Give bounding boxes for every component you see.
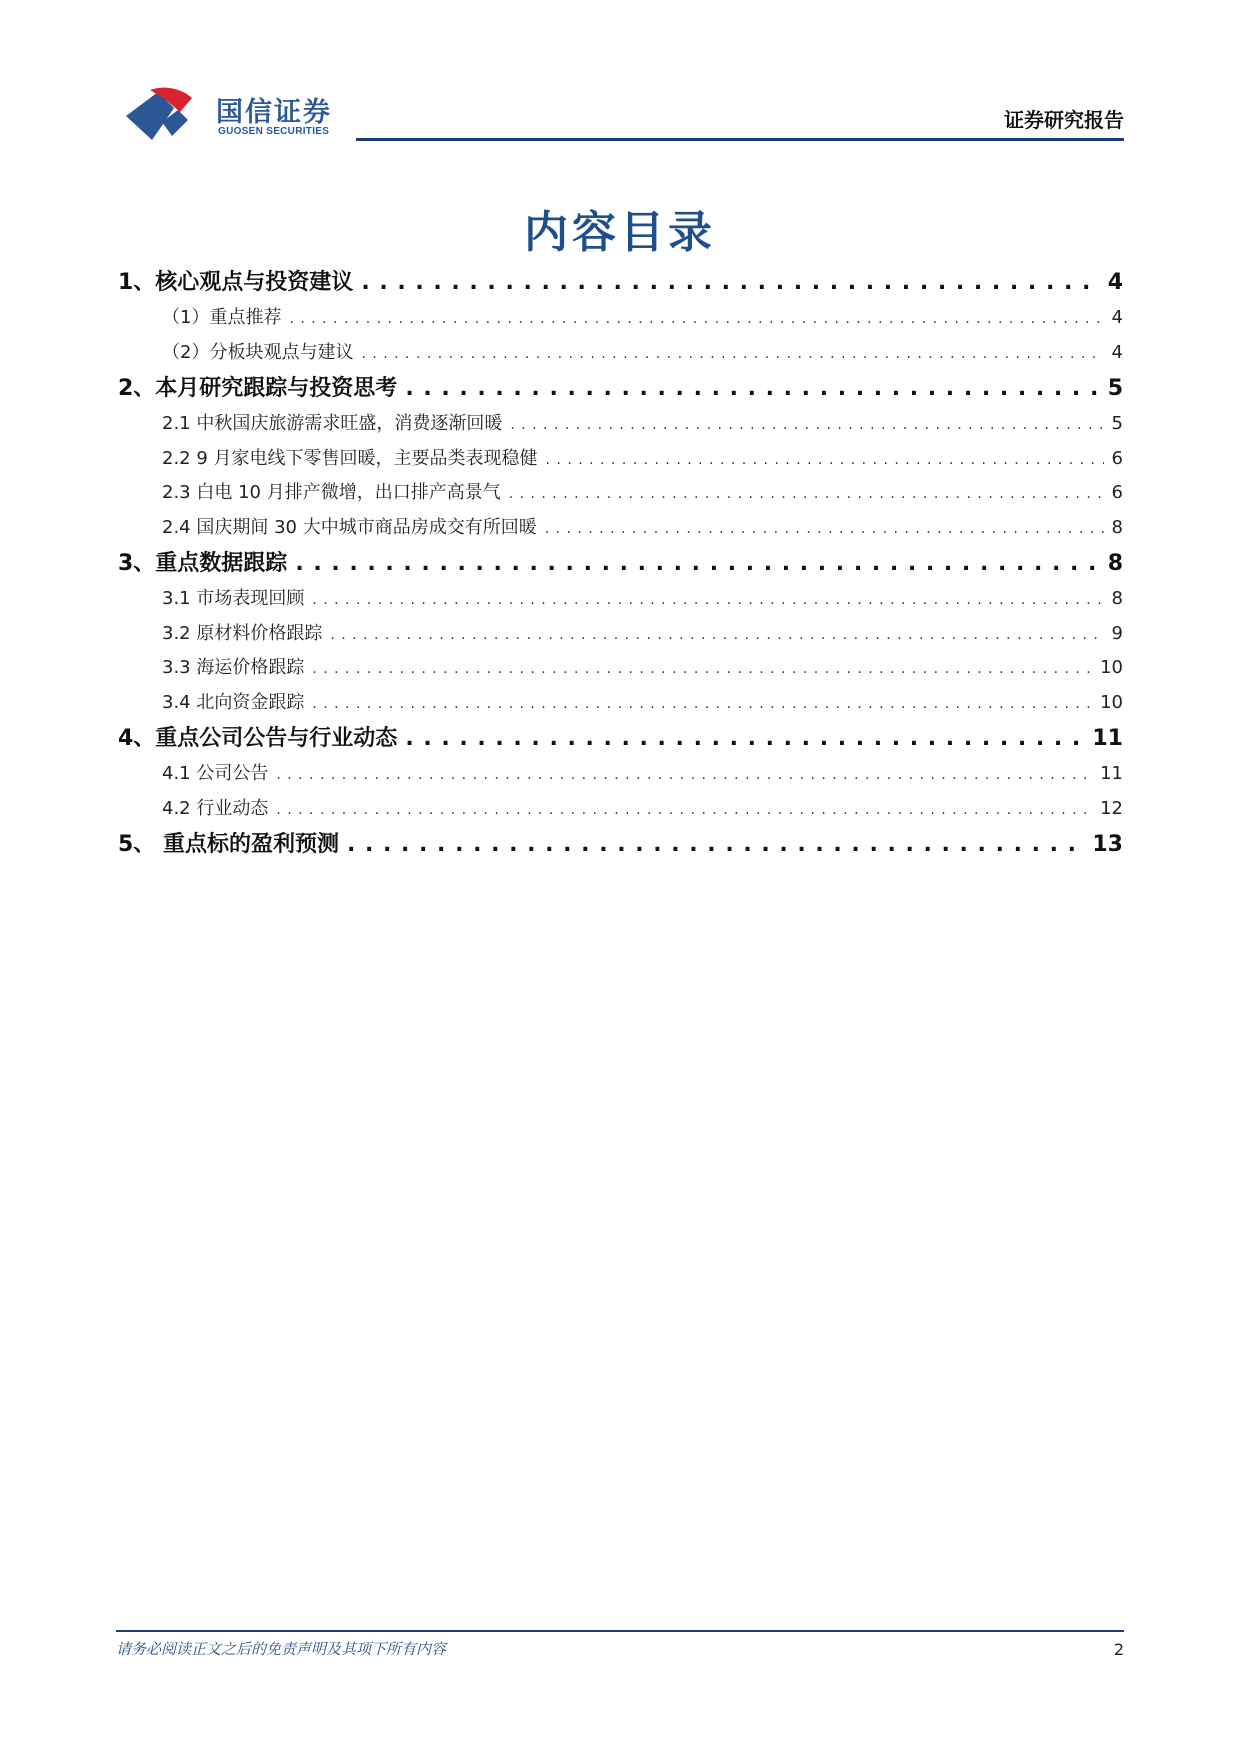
toc-entry-page: 5 [1107,376,1123,401]
toc-entry-page: 9 [1111,622,1123,644]
toc-leader-dots [276,758,1092,793]
company-logo [122,86,342,146]
toc-entry[interactable] [118,407,1123,442]
toc-leader-dots [276,793,1092,828]
toc-entry-label: （2）分板块观点与建议 [162,341,354,363]
toc-entry-label: 2、本月研究跟踪与投资思考 [118,376,398,401]
toc-leader-dots [509,477,1104,512]
toc-leader-dots [361,337,1103,372]
toc-entry[interactable] [118,545,1123,582]
toc-entry[interactable] [118,511,1123,546]
toc-leader-dots [347,826,1084,863]
toc-entry-page: 4 [1111,307,1123,328]
table-of-contents [118,264,1123,863]
logo-chinese-name: 国信证券 [216,97,332,128]
toc-entry-label: 4、重点公司公告与行业动态 [118,726,398,751]
footer-divider [116,1630,1124,1632]
toc-entry-page: 8 [1111,516,1123,538]
toc-leader-dots [361,264,1099,301]
header-divider [356,138,1124,141]
page-header [0,0,1240,150]
toc-entry-page: 6 [1111,482,1123,503]
report-type-label: 证券研究报告 [1004,108,1124,132]
toc-leader-dots [510,408,1103,443]
toc-entry[interactable] [118,757,1123,792]
toc-entry[interactable] [118,264,1123,301]
toc-entry[interactable] [118,720,1123,757]
toc-entry[interactable] [118,476,1123,511]
toc-entry[interactable] [118,582,1123,617]
toc-entry-label: 3.1 市场表现回顾 [162,588,305,609]
logo-english-name: GUOSEN SECURITIES [218,126,330,137]
toc-leader-dots [312,583,1103,618]
toc-entry-label: 2.3 白电 10 月排产微增，出口排产高景气 [162,482,501,503]
toc-entry-label: 2.1 中秋国庆旅游需求旺盛，消费逐渐回暖 [162,413,503,434]
toc-entry-page: 11 [1092,726,1123,751]
toc-entry[interactable] [118,686,1123,721]
toc-leader-dots [289,302,1103,337]
toc-entry-page: 5 [1111,413,1123,434]
toc-entry-page: 8 [1107,551,1123,576]
toc-entry-page: 10 [1100,657,1123,678]
toc-leader-dots [330,618,1103,653]
toc-entry[interactable] [118,370,1123,407]
toc-leader-dots [295,545,1099,582]
footer-disclaimer: 请务必阅读正文之后的免责声明及其项下所有内容 [116,1640,447,1658]
toc-entry-page: 13 [1092,832,1123,857]
toc-leader-dots [312,652,1092,687]
toc-entry-page: 8 [1111,588,1123,609]
toc-entry[interactable] [118,792,1123,827]
toc-entry-page: 4 [1111,341,1123,363]
toc-entry-label: 1、核心观点与投资建议 [118,270,354,295]
toc-entry-label: 2.2 9 月家电线下零售回暖，主要品类表现稳健 [162,447,538,469]
toc-leader-dots [546,443,1104,478]
toc-entry-label: 3.3 海运价格跟踪 [162,657,305,678]
toc-entry[interactable] [118,442,1123,477]
guosen-logo-icon [122,86,212,144]
toc-entry-label: 5、 重点标的盈利预测 [118,832,339,857]
toc-entry[interactable] [118,826,1123,863]
toc-entry[interactable] [118,336,1123,371]
toc-entry-page: 6 [1111,447,1123,469]
toc-leader-dots [312,687,1092,722]
toc-leader-dots [405,370,1099,407]
toc-entry-page: 12 [1100,797,1123,819]
toc-entry[interactable] [118,617,1123,652]
toc-entry[interactable] [118,301,1123,336]
toc-entry-label: 4.2 行业动态 [162,797,269,819]
toc-entry[interactable] [118,651,1123,686]
page-number: 2 [1113,1640,1124,1659]
toc-entry-label: 2.4 国庆期间 30 大中城市商品房成交有所回暖 [162,516,537,538]
toc-entry-label: 4.1 公司公告 [162,763,269,784]
toc-entry-page: 10 [1100,691,1123,713]
toc-leader-dots [405,720,1084,757]
toc-entry-label: 3、重点数据跟踪 [118,551,288,576]
toc-leader-dots [545,512,1104,547]
toc-entry-label: 3.4 北向资金跟踪 [162,691,305,713]
toc-title: 内容目录 [524,207,716,258]
toc-entry-label: （1）重点推荐 [162,307,282,328]
toc-entry-label: 3.2 原材料价格跟踪 [162,622,323,644]
toc-entry-page: 4 [1107,270,1123,295]
toc-entry-page: 11 [1100,763,1123,784]
